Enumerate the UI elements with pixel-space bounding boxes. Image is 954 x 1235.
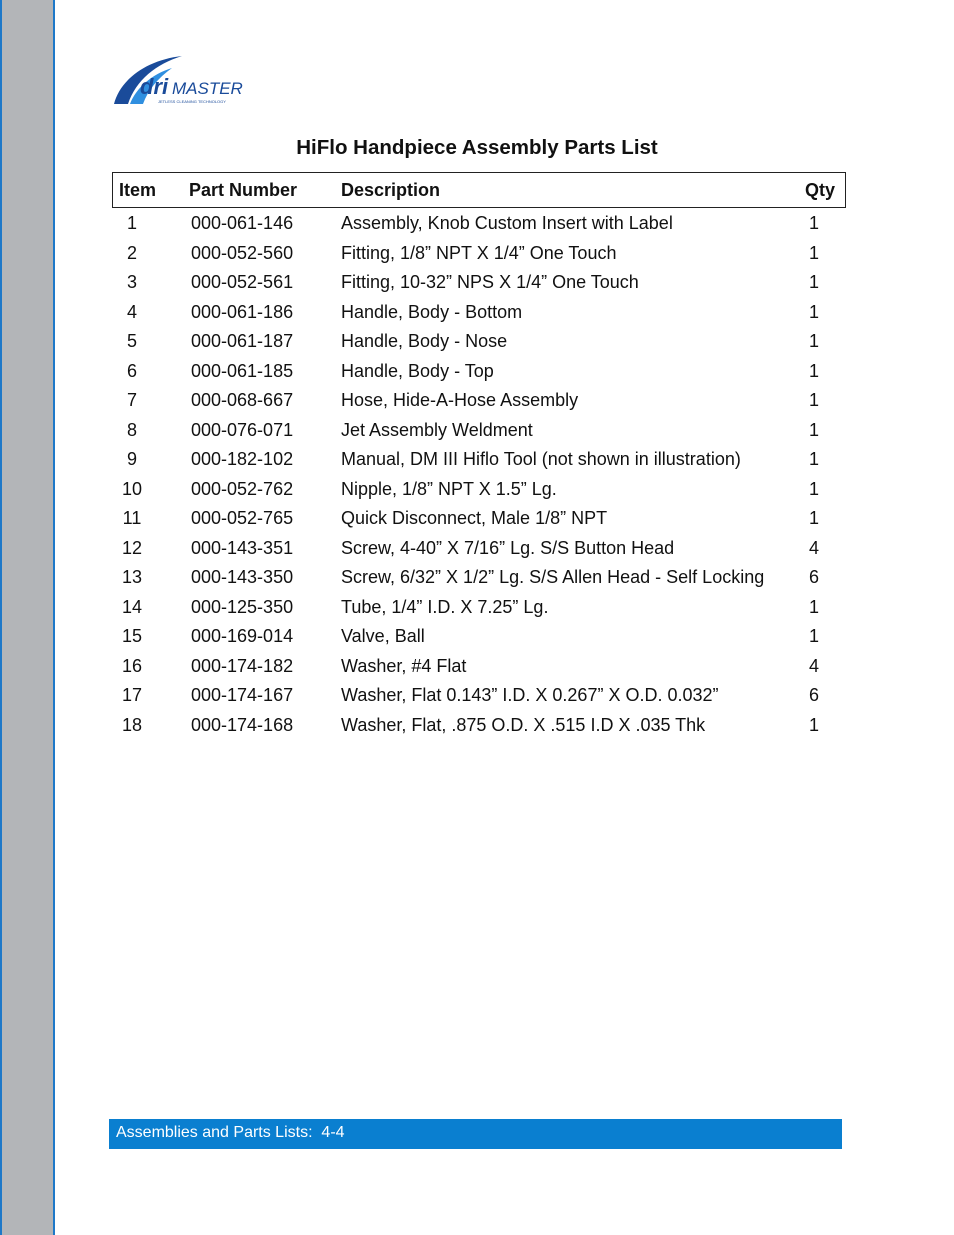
cell-item: 1 (126, 213, 137, 233)
cell-description: Valve, Ball (341, 626, 425, 646)
logo-wordmark-dri: dri (140, 74, 169, 99)
cell-description: Handle, Body - Bottom (341, 301, 523, 322)
cell-qty: 1 (808, 390, 819, 410)
table-row (112, 681, 846, 711)
footer-page-label: Assemblies and Parts Lists: 4-4 (116, 1124, 345, 1141)
table-row (112, 475, 846, 505)
table-row (112, 209, 846, 239)
cell-item: 15 (121, 626, 143, 646)
cell-part-number: 000-061-185 (191, 360, 294, 381)
table-row (112, 652, 846, 682)
cell-description: Assembly, Knob Custom Insert with Label (341, 213, 673, 233)
table-row (112, 268, 846, 298)
cell-description: Fitting, 10-32” NPS X 1/4” One Touch (341, 272, 639, 292)
cell-description: Washer, Flat 0.143” I.D. X 0.267” X O.D. 0.032” (341, 685, 719, 705)
cell-part-number: 000-182-102 (191, 449, 294, 469)
cell-part-number: 000-174-168 (191, 714, 294, 735)
table-row (112, 357, 846, 387)
table-row (112, 504, 846, 534)
header-qty: Qty (804, 180, 835, 200)
table-row (112, 622, 846, 652)
cell-description: Washer, Flat, .875 O.D. X .515 I.D X .035 Thk (341, 714, 706, 735)
cell-description: Nipple, 1/8” NPT X 1.5” Lg. (341, 478, 557, 499)
cell-description: Manual, DM III Hiflo Tool (not shown in illustration) (341, 449, 741, 469)
cell-part-number: 000-052-561 (191, 272, 294, 292)
cell-qty: 1 (808, 242, 819, 263)
cell-part-number: 000-068-667 (191, 390, 294, 410)
cell-item: 14 (121, 596, 143, 617)
cell-part-number: 000-125-350 (191, 596, 294, 617)
cell-qty: 1 (808, 626, 819, 646)
table-row (112, 416, 846, 446)
cell-item: 12 (121, 537, 143, 558)
cell-part-number: 000-052-762 (191, 478, 294, 499)
cell-qty: 1 (808, 331, 819, 351)
cell-description: Tube, 1/4” I.D. X 7.25” Lg. (341, 596, 549, 617)
cell-description: Screw, 4-40” X 7/16” Lg. S/S Button Head (341, 537, 675, 558)
cell-description: Quick Disconnect, Male 1/8” NPT (341, 508, 608, 528)
cell-part-number: 000-076-071 (191, 419, 294, 440)
logo-wordmark-master: MASTER (172, 79, 243, 98)
cell-description: Hose, Hide-A-Hose Assembly (341, 390, 579, 410)
footer-bar (109, 1119, 842, 1149)
cell-part-number: 000-061-146 (191, 213, 294, 233)
cell-part-number: 000-061-187 (191, 331, 294, 351)
cell-item: 6 (126, 360, 137, 381)
cell-qty: 1 (808, 419, 819, 440)
cell-description: Jet Assembly Weldment (341, 419, 533, 440)
cell-item: 17 (121, 685, 143, 705)
cell-description: Handle, Body - Nose (341, 331, 508, 351)
cell-description: Washer, #4 Flat (341, 655, 467, 676)
cell-item: 4 (126, 301, 137, 322)
side-margin-bar (0, 0, 55, 1235)
cell-qty: 1 (808, 360, 819, 381)
header-description: Description (341, 180, 441, 200)
cell-item: 2 (126, 242, 137, 263)
cell-description: Screw, 6/32” X 1/2” Lg. S/S Allen Head - Self Locking (341, 567, 765, 587)
header-part-number: Part Number (189, 180, 298, 200)
header-item: Item (119, 180, 157, 200)
cell-part-number: 000-061-186 (191, 301, 294, 322)
cell-qty: 1 (808, 301, 819, 322)
cell-qty: 1 (808, 213, 819, 233)
cell-qty: 1 (808, 714, 819, 735)
table-row (112, 711, 846, 741)
cell-item: 9 (126, 449, 137, 469)
cell-qty: 4 (808, 537, 819, 558)
cell-item: 10 (121, 478, 143, 499)
cell-qty: 1 (808, 508, 819, 528)
cell-item: 5 (126, 331, 137, 351)
cell-part-number: 000-143-350 (191, 567, 294, 587)
cell-item: 16 (121, 655, 143, 676)
cell-qty: 6 (808, 685, 819, 705)
cell-qty: 1 (808, 449, 819, 469)
drimaster-logo (110, 52, 245, 108)
parts-table-body (112, 209, 846, 740)
cell-item: 8 (126, 419, 137, 440)
table-row (112, 327, 846, 357)
table-row (112, 593, 846, 623)
cell-item: 3 (126, 272, 137, 292)
cell-description: Handle, Body - Top (341, 360, 494, 381)
cell-qty: 6 (808, 567, 819, 587)
cell-part-number: 000-052-765 (191, 508, 294, 528)
table-row (112, 534, 846, 564)
cell-item: 7 (126, 390, 137, 410)
parts-table-header (112, 172, 846, 208)
logo-tagline: JETLESS CLEANING TECHNOLOGY (158, 99, 226, 104)
cell-part-number: 000-169-014 (191, 626, 294, 646)
cell-part-number: 000-174-167 (191, 685, 294, 705)
cell-item: 11 (122, 508, 142, 528)
cell-part-number: 000-143-351 (191, 537, 294, 558)
cell-qty: 4 (808, 655, 819, 676)
cell-part-number: 000-174-182 (191, 655, 294, 676)
cell-item: 18 (121, 714, 143, 735)
table-row (112, 298, 846, 328)
cell-qty: 1 (808, 272, 819, 292)
cell-description: Fitting, 1/8” NPT X 1/4” One Touch (341, 242, 617, 263)
cell-item: 13 (121, 567, 143, 587)
table-row (112, 445, 846, 475)
cell-part-number: 000-052-560 (191, 242, 294, 263)
table-row (112, 239, 846, 269)
page-title: HiFlo Handpiece Assembly Parts List (296, 136, 658, 159)
table-row (112, 386, 846, 416)
cell-qty: 1 (808, 596, 819, 617)
cell-qty: 1 (808, 478, 819, 499)
table-row (112, 563, 846, 593)
